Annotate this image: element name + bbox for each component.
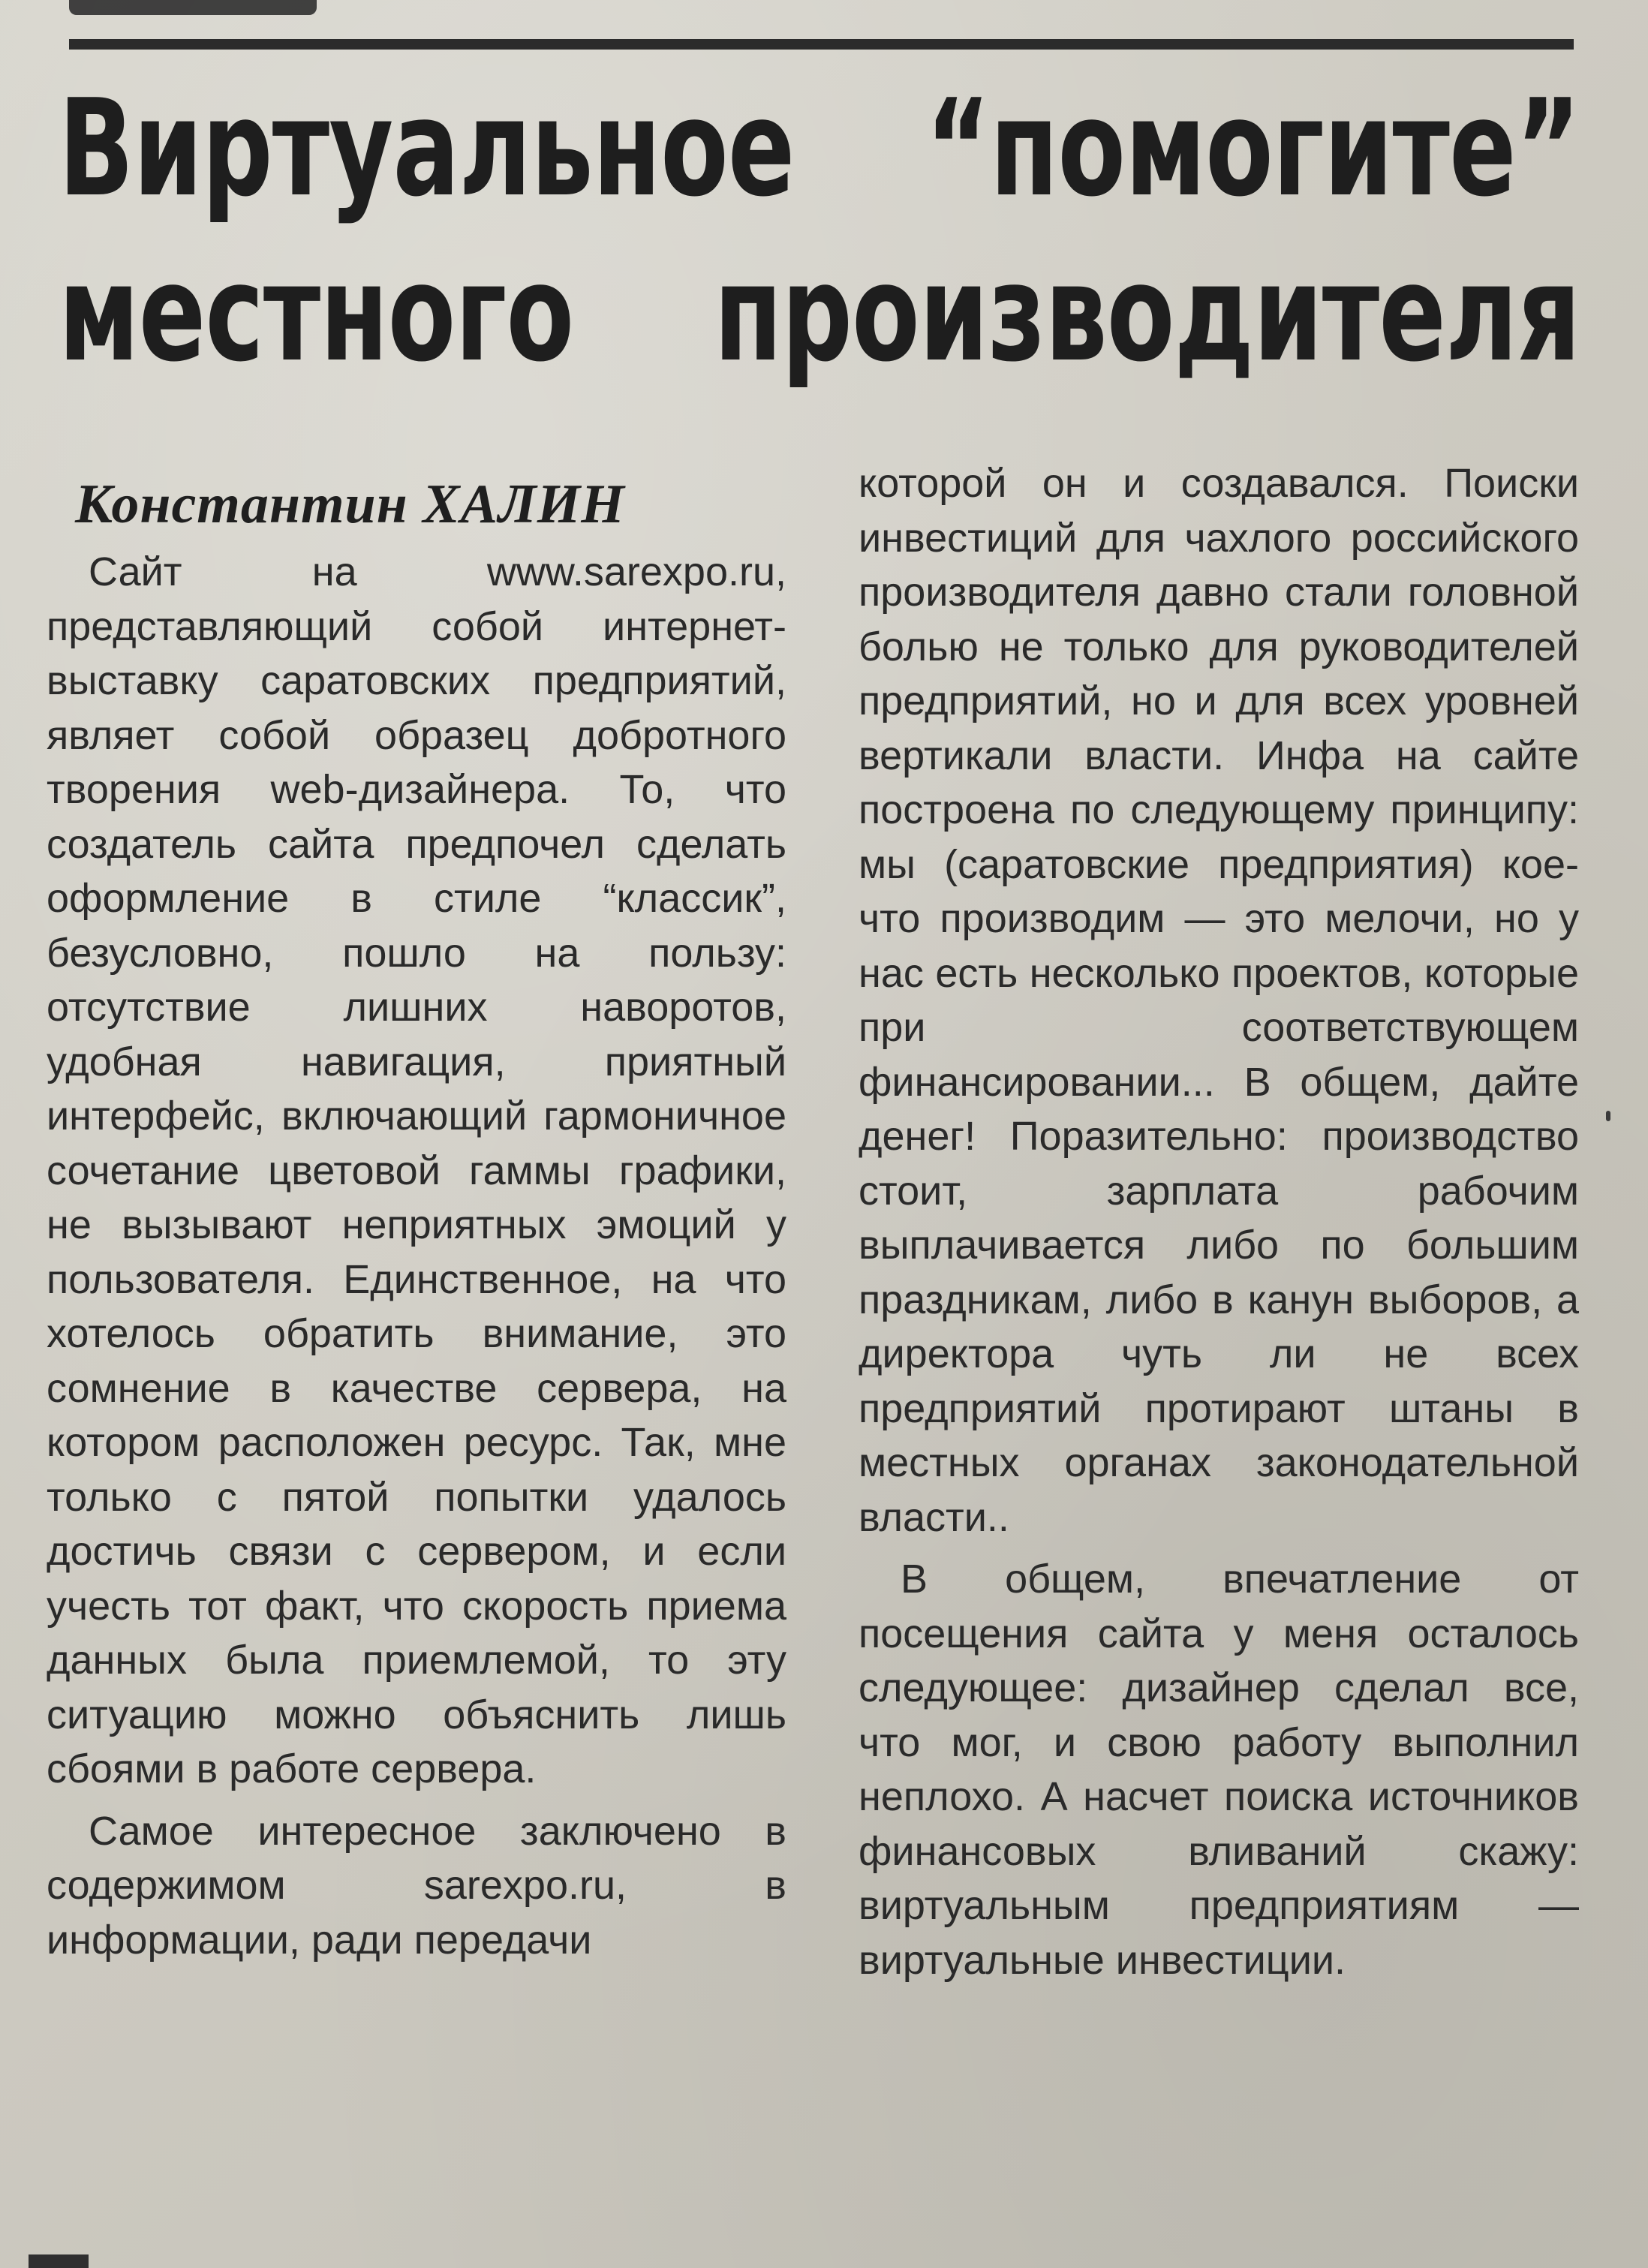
top-rule-divider [69,39,1574,50]
body-paragraph: Самое интересное заключено в содержимом sarexpo.ru, в информации, ради передачи [47,1808,786,1963]
article-headline [59,66,1580,396]
headline-line-2: местного производителя [59,236,1580,391]
next-article-fragment [29,2254,89,2268]
article-column-right [859,456,1579,1987]
article-column-left [47,470,786,1967]
body-paragraph-continued: которой он и создавался. Поиски инвестиций для чахлого российского производителя давно стали головной болью не только для руководителей предприятий, но и для всех уровней вертикали власти. Инфа на сайте построена по следующему принципу: мы (саратовские предприятия) кое-что производим — это мелочи, но у нас есть несколько проектов, которые при соответствующем финансировании... В общем, дайте денег! Поразительно: производство стоит, зарплата рабочим выплачивается либо по большим праздникам, либо в канун выборов, а директора чуть ли не всех предприятий протирают штаны в местных органах законодательной власти.. [859,461,1579,1540]
body-paragraph: В общем, впечатление от посещения сайта у меня осталось следующее: дизайнер сделал все, что мог, и свою работу выполнил неплохо. А насчет поиска источников финансовых вливаний скажу: виртуальным предприятиям — виртуальные инвестиции. [859,1557,1579,1983]
article-byline: Константин ХАЛИН [75,474,625,535]
print-speck [1606,1111,1610,1121]
headline-line-1: Виртуальное “помогите” [59,71,1580,226]
body-paragraph: Сайт на www.sarexpo.ru, представляющий собой интернет-выставку саратовских предприятий, являет собой образец добротного творения web-дизайнера. То, что создатель сайта предпочел сделать оформление в стиле “классик”, безусловно, пошло на пользу: отсутствие лишних наворотов, удобная навигация, приятный интерфейс, включающий гармоничное сочетание цветовой гаммы графики, не вызывают неприятных эмоций у пользователя. Единственное, на что хотелось обратить внимание, это сомнение в качестве сервера, на котором расположен ресурс. Так, мне только с пятой попытки удалось достичь связи с сервером, и если учесть тот факт, что скорость приема данных была приемлемой, то эту ситуацию можно объяснить лишь сбоями в работе сервера. [47,549,786,1791]
previous-article-fragment [69,0,317,15]
